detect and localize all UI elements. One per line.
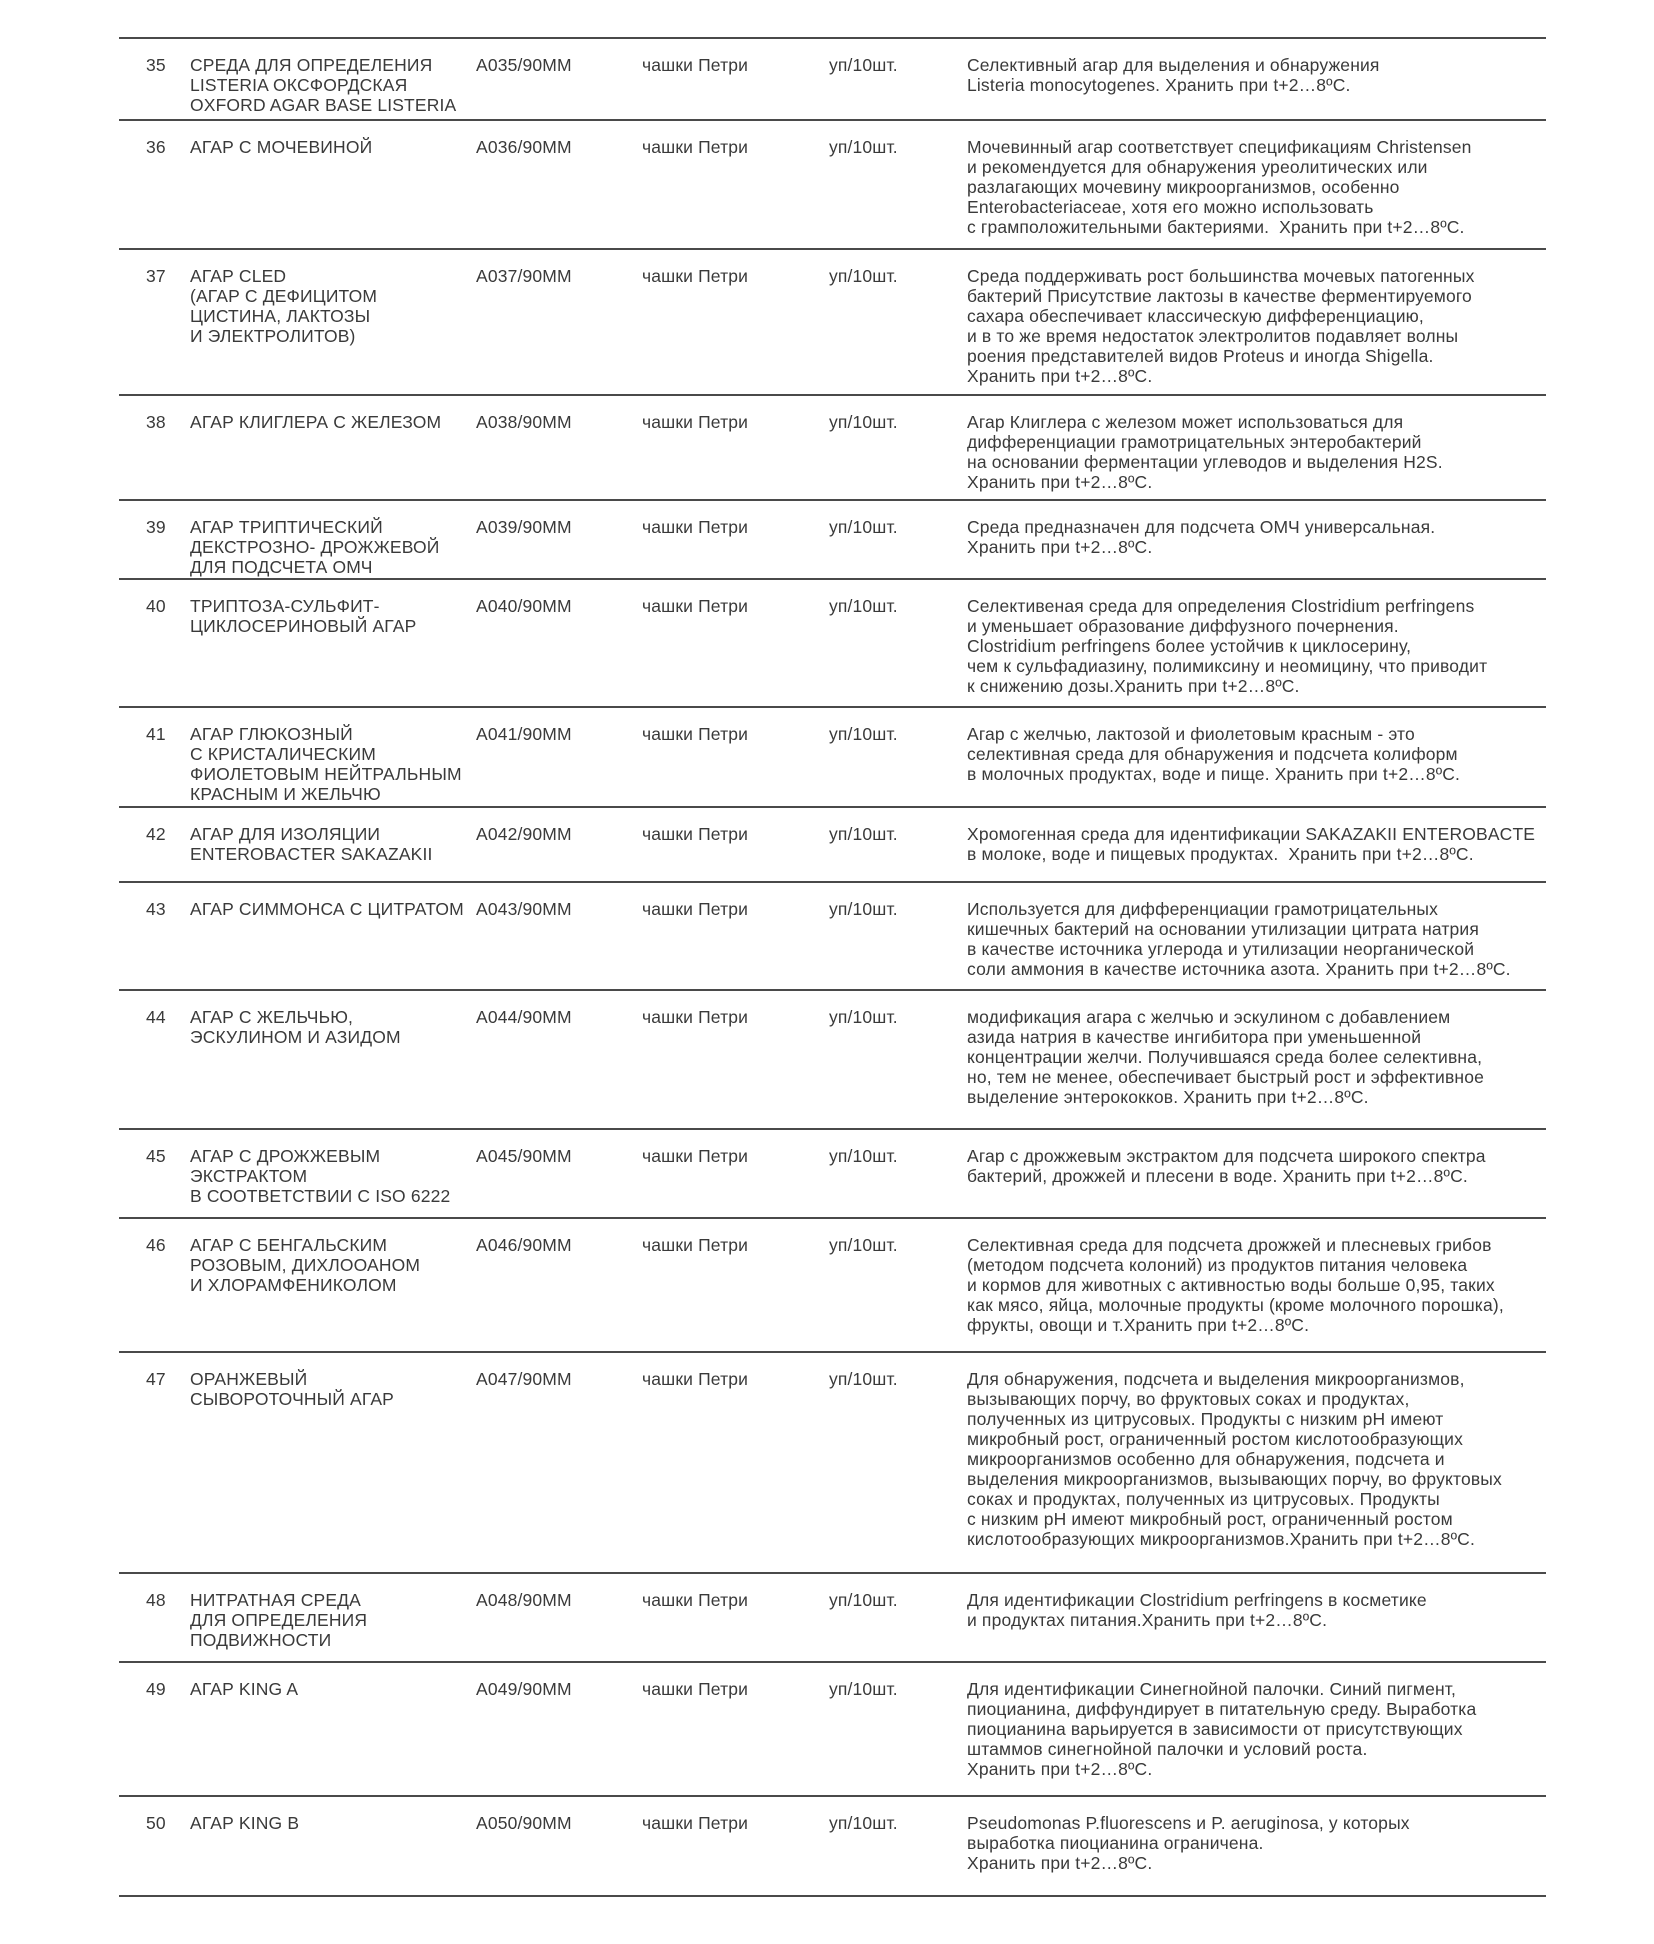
product-name: АГАР С ЖЕЛЬЧЬЮ, ЭСКУЛИНОМ И АЗИДОМ — [190, 1007, 401, 1047]
table-row — [119, 1353, 1546, 1574]
item-number: 47 — [146, 1369, 166, 1389]
item-number: 41 — [146, 724, 166, 744]
product-code: A047/90MM — [476, 1369, 572, 1389]
item-number: 49 — [146, 1679, 166, 1699]
item-number: 38 — [146, 412, 166, 432]
package-quantity: уп/10шт. — [829, 1007, 898, 1027]
product-table — [119, 37, 1546, 1897]
item-number: 46 — [146, 1235, 166, 1255]
item-number: 48 — [146, 1590, 166, 1610]
product-code: A049/90MM — [476, 1679, 572, 1699]
table-row — [119, 991, 1546, 1130]
package-quantity: уп/10шт. — [829, 55, 898, 75]
product-name: АГАР KING B — [190, 1813, 300, 1833]
package-quantity: уп/10шт. — [829, 1590, 898, 1610]
table-row — [119, 39, 1546, 121]
product-description: Мочевинный агар соответствует спецификациям Christensen и рекомендуется для обнаружения уреолитических или разлагающих мочевину микроорганизмов, особенно Enterobacteriaceae, хотя его можно использовать с грамположительными бактериями. Хранить при t+2…8ºС. — [967, 137, 1472, 237]
product-description: Для обнаружения, подсчета и выделения микроорганизмов, вызывающих порчу, во фруктовых соках и продуктах, полученных из цитрусовых. Продукты с низким pH имеют микробный рост, ограниченный ростом кислотообразующих микроорганизмов особенно для обнаружения, подсчета и выделения микроорганизмов, вызывающих порчу, во фруктовых соках и продуктах, полученных из цитрусовых. Продукты с низким pH имеют микробный рост, ограниченный ростом кислотообразующих микроорганизмов.Хранить при t+2…8ºС. — [967, 1369, 1502, 1549]
product-description: Pseudomonas P.fluorescens и P. aeruginosa, у которых выработка пиоцианина ограничена. Хранить при t+2…8ºС. — [967, 1813, 1410, 1873]
table-row — [119, 121, 1546, 250]
table-row — [119, 883, 1546, 991]
product-code: A042/90MM — [476, 824, 572, 844]
product-description: Агар Клиглера с железом может использоваться для дифференциации грамотрицательных энтеробактерий на основании ферментации углеводов и выделения H2S. Хранить при t+2…8ºС. — [967, 412, 1443, 492]
item-number: 43 — [146, 899, 166, 919]
table-row — [119, 501, 1546, 580]
product-name: АГАР СИММОНСА С ЦИТРАТОМ — [190, 899, 464, 919]
item-number: 42 — [146, 824, 166, 844]
product-code: A045/90MM — [476, 1146, 572, 1166]
product-code: A050/90MM — [476, 1813, 572, 1833]
product-code: A036/90MM — [476, 137, 572, 157]
package-quantity: уп/10шт. — [829, 596, 898, 616]
item-number: 36 — [146, 137, 166, 157]
packaging-type: чашки Петри — [642, 137, 749, 157]
product-code: A046/90MM — [476, 1235, 572, 1255]
product-description: Среда поддерживать рост большинства мочевых патогенных бактерий Присутствие лактозы в качестве ферментируемого сахара обеспечивает классическую дифференциацию, и в то же время недостаток электролитов подавляет волны роения представителей видов Proteus и иногда Shigella. Хранить при t+2…8ºС. — [967, 266, 1475, 386]
table-row — [119, 1130, 1546, 1219]
item-number: 45 — [146, 1146, 166, 1166]
packaging-type: чашки Петри — [642, 266, 749, 286]
item-number: 37 — [146, 266, 166, 286]
package-quantity: уп/10шт. — [829, 517, 898, 537]
item-number: 44 — [146, 1007, 166, 1027]
product-description: модификация агара с желчью и эскулином с добавлением азида натрия в качестве ингибитора при уменьшенной концентрации желчи. Получившаяся среда более селективна, но, тем не менее, обеспечивает быстрый рост и эффективное выделение энтерококков. Хранить при t+2…8ºС. — [967, 1007, 1484, 1107]
package-quantity: уп/10шт. — [829, 1813, 898, 1833]
product-description: Среда предназначен для подсчета ОМЧ универсальная. Хранить при t+2…8ºС. — [967, 517, 1436, 557]
product-description: Используется для дифференциации грамотрицательных кишечных бактерий на основании утилизации цитрата натрия в качестве источника углерода и утилизации неорганической соли аммония в качестве источника азота. Хранить при t+2…8ºС. — [967, 899, 1511, 979]
packaging-type: чашки Петри — [642, 1146, 749, 1166]
item-number: 50 — [146, 1813, 166, 1833]
product-code: A048/90MM — [476, 1590, 572, 1610]
product-code: A039/90MM — [476, 517, 572, 537]
table-row — [119, 580, 1546, 708]
product-description: Агар с желчью, лактозой и фиолетовым красным - это селективная среда для обнаружения и подсчета колиформ в молочных продуктах, воде и пище. Хранить при t+2…8ºС. — [967, 724, 1461, 784]
packaging-type: чашки Петри — [642, 1235, 749, 1255]
product-description: Хромогенная среда для идентификации SAKAZAKII ENTEROBACTE в молоке, воде и пищевых продуктах. Хранить при t+2…8ºС. — [967, 824, 1536, 864]
product-name: АГАР С БЕНГАЛЬСКИМ РОЗОВЫМ, ДИХЛООАНОМ И ХЛОРАМФЕНИКОЛОМ — [190, 1235, 421, 1295]
packaging-type: чашки Петри — [642, 55, 749, 75]
product-description: Селективная среда для подсчета дрожжей и плесневых грибов (методом подсчета колоний) из продуктов питания человека и кормов для животных с активностью воды больше 0,95, таких как мясо, яйца, молочные продукты (кроме молочного порошка), фрукты, овощи и т.Хранить при t+2…8ºС. — [967, 1235, 1504, 1335]
packaging-type: чашки Петри — [642, 1369, 749, 1389]
product-name: ТРИПТОЗА-СУЛЬФИТ- ЦИКЛОСЕРИНОВЫЙ АГАР — [190, 596, 417, 636]
table-row — [119, 808, 1546, 883]
package-quantity: уп/10шт. — [829, 1679, 898, 1699]
package-quantity: уп/10шт. — [829, 412, 898, 432]
packaging-type: чашки Петри — [642, 824, 749, 844]
package-quantity: уп/10шт. — [829, 137, 898, 157]
product-code: A038/90MM — [476, 412, 572, 432]
packaging-type: чашки Петри — [642, 1007, 749, 1027]
product-name: АГАР ГЛЮКОЗНЫЙ С КРИСТАЛИЧЕСКИМ ФИОЛЕТОВЫМ НЕЙТРАЛЬНЫМ КРАСНЫМ И ЖЕЛЬЧЮ — [190, 724, 462, 804]
product-code: A040/90MM — [476, 596, 572, 616]
product-name: АГАР KING A — [190, 1679, 299, 1699]
table-row — [119, 396, 1546, 501]
packaging-type: чашки Петри — [642, 517, 749, 537]
product-name: НИТРАТНАЯ СРЕДА ДЛЯ ОПРЕДЕЛЕНИЯ ПОДВИЖНОСТИ — [190, 1590, 368, 1650]
product-name: ОРАНЖЕВЫЙ СЫВОРОТОЧНЫЙ АГАР — [190, 1369, 394, 1409]
product-code: A044/90MM — [476, 1007, 572, 1027]
item-number: 35 — [146, 55, 166, 75]
packaging-type: чашки Петри — [642, 899, 749, 919]
product-description: Селективный агар для выделения и обнаружения Listeria monocytogenes. Хранить при t+2…8ºС. — [967, 55, 1380, 95]
packaging-type: чашки Петри — [642, 1679, 749, 1699]
table-row — [119, 250, 1546, 396]
product-name: АГАР CLED (АГАР С ДЕФИЦИТОМ ЦИСТИНА, ЛАКТОЗЫ И ЭЛЕКТРОЛИТОВ) — [190, 266, 378, 346]
product-name: АГАР С ДРОЖЖЕВЫМ ЭКСТРАКТОМ В СООТВЕТСТВИИ С ISO 6222 — [190, 1146, 451, 1206]
product-name: АГАР КЛИГЛЕРА С ЖЕЛЕЗОМ — [190, 412, 442, 432]
product-name: СРЕДА ДЛЯ ОПРЕДЕЛЕНИЯ LISTERIA ОКСФОРДСКАЯ OXFORD AGAR BASE LISTERIA — [190, 55, 457, 115]
package-quantity: уп/10шт. — [829, 824, 898, 844]
product-description: Для идентификации Clostridium perfringens в косметике и продуктах питания.Хранить при t+2…8ºС. — [967, 1590, 1427, 1630]
product-name: АГАР С МОЧЕВИНОЙ — [190, 137, 373, 157]
packaging-type: чашки Петри — [642, 412, 749, 432]
table-row — [119, 1797, 1546, 1897]
package-quantity: уп/10шт. — [829, 266, 898, 286]
package-quantity: уп/10шт. — [829, 724, 898, 744]
item-number: 39 — [146, 517, 166, 537]
package-quantity: уп/10шт. — [829, 1235, 898, 1255]
package-quantity: уп/10шт. — [829, 899, 898, 919]
packaging-type: чашки Петри — [642, 724, 749, 744]
packaging-type: чашки Петри — [642, 1590, 749, 1610]
product-description: Агар с дрожжевым экстрактом для подсчета широкого спектра бактерий, дрожжей и плесени в воде. Хранить при t+2…8ºС. — [967, 1146, 1486, 1186]
product-name: АГАР ДЛЯ ИЗОЛЯЦИИ ENTEROBACTER SAKAZAKII — [190, 824, 433, 864]
product-description: Селективеная среда для определения Clostridium perfringens и уменьшает образование диффузного почернения. Clostridium perfringens более устойчив к циклосерину, чем к сульфадиазину, полимиксину и неомицину, что приводит к снижению дозы.Хранить при t+2…8ºС. — [967, 596, 1488, 696]
product-code: A043/90MM — [476, 899, 572, 919]
table-row — [119, 1574, 1546, 1663]
table-row — [119, 708, 1546, 808]
table-row — [119, 1663, 1546, 1797]
product-name: АГАР ТРИПТИЧЕСКИЙ ДЕКСТРОЗНО- ДРОЖЖЕВОЙ ДЛЯ ПОДСЧЕТА ОМЧ — [190, 517, 440, 577]
product-code: A041/90MM — [476, 724, 572, 744]
packaging-type: чашки Петри — [642, 1813, 749, 1833]
item-number: 40 — [146, 596, 166, 616]
table-row — [119, 1219, 1546, 1353]
product-code: A037/90MM — [476, 266, 572, 286]
product-description: Для идентификации Синегнойной палочки. Синий пигмент, пиоцианина, диффундирует в питательную среду. Выработка пиоцианина варьируется в зависимости от присутствующих штаммов синегнойной палочки и условий роста. Хранить при t+2…8ºС. — [967, 1679, 1477, 1779]
package-quantity: уп/10шт. — [829, 1369, 898, 1389]
product-code: A035/90MM — [476, 55, 572, 75]
package-quantity: уп/10шт. — [829, 1146, 898, 1166]
packaging-type: чашки Петри — [642, 596, 749, 616]
